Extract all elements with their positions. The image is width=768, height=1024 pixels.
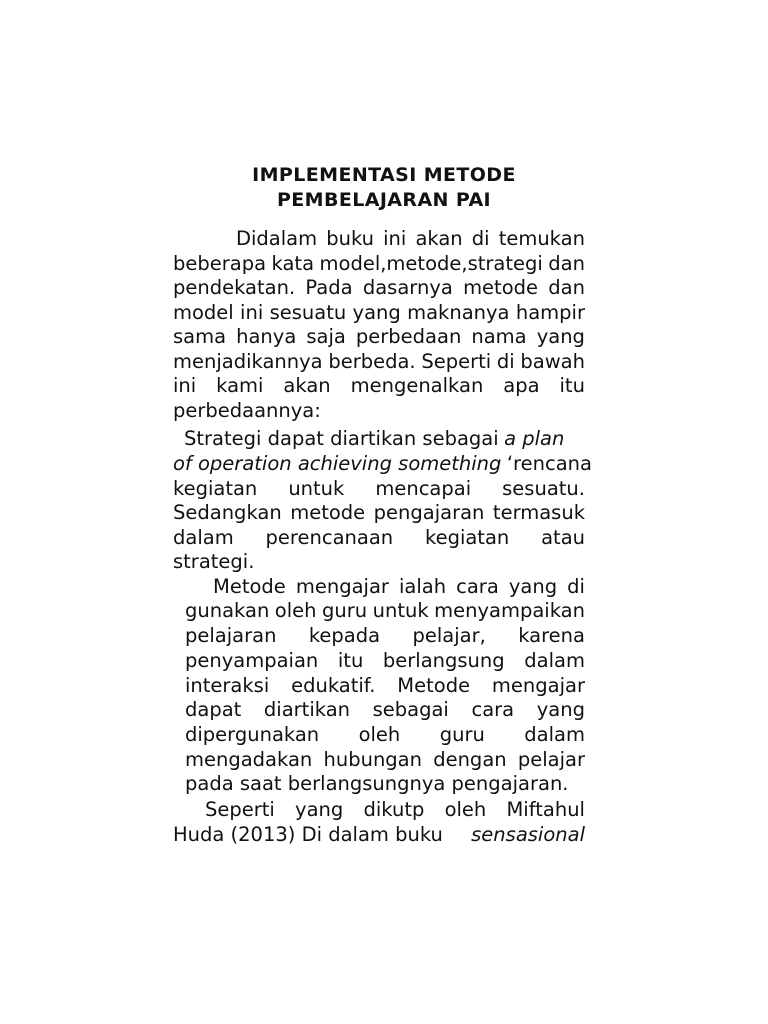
title-line-1: IMPLEMENTASI METODE — [252, 164, 516, 186]
title-line-2: PEMBELAJARAN PAI — [276, 189, 492, 211]
italic-segment: of operation achieving something — [173, 452, 502, 475]
text-line: sama hanya saja perbedaan nama yang — [173, 325, 585, 348]
text-line: dapat diartikan sebagai cara yang — [185, 698, 585, 721]
text-line: strategi. — [173, 550, 255, 573]
text-line: pendekatan. Pada dasarnya metode dan — [173, 276, 585, 299]
text-segment: Strategi dapat diartikan sebagai — [184, 427, 499, 450]
text-segment: Huda (2013) Di dalam buku — [173, 823, 443, 846]
text-line-mixed — [173, 452, 592, 477]
text-line: kegiatan untuk mencapai sesuatu. — [173, 477, 585, 500]
text-line: model ini sesuatu yang maknanya hampir — [173, 301, 585, 324]
text-line: pelajaran kepada pelajar, karena — [185, 624, 585, 647]
italic-segment: a plan — [504, 427, 565, 450]
text-line: dipergunakan oleh guru dalam — [185, 723, 585, 746]
text-line: Seperti yang dikutp oleh Miftahul — [205, 798, 585, 821]
text-line-mixed — [184, 427, 585, 452]
text-line: gunakan oleh guru untuk menyampaikan — [185, 599, 585, 622]
text-line: interaksi edukatif. Metode mengajar — [185, 674, 585, 697]
text-line: perbedaannya: — [173, 399, 321, 422]
text-line: menjadikannya berbeda. Seperti di bawah — [173, 350, 585, 373]
italic-segment: sensasional — [471, 823, 585, 846]
text-line: penyampaian itu berlangsung dalam — [185, 649, 585, 672]
text-line: beberapa kata model,metode,strategi dan — [173, 252, 585, 275]
text-segment: ‘rencana — [506, 452, 592, 475]
text-line: pada saat berlangsungnya pengajaran. — [185, 772, 569, 795]
text-line-mixed — [173, 823, 585, 848]
text-line: ini kami akan mengenalkan apa itu — [173, 374, 585, 397]
text-line: Metode mengajar ialah cara yang di — [213, 575, 585, 598]
text-line: Didalam buku ini akan di temukan — [236, 227, 585, 250]
text-line: dalam perencanaan kegiatan atau — [173, 526, 585, 549]
text-line: Sedangkan metode pengajaran termasuk — [173, 501, 585, 524]
text-line: mengadakan hubungan dengan pelajar — [185, 748, 585, 771]
